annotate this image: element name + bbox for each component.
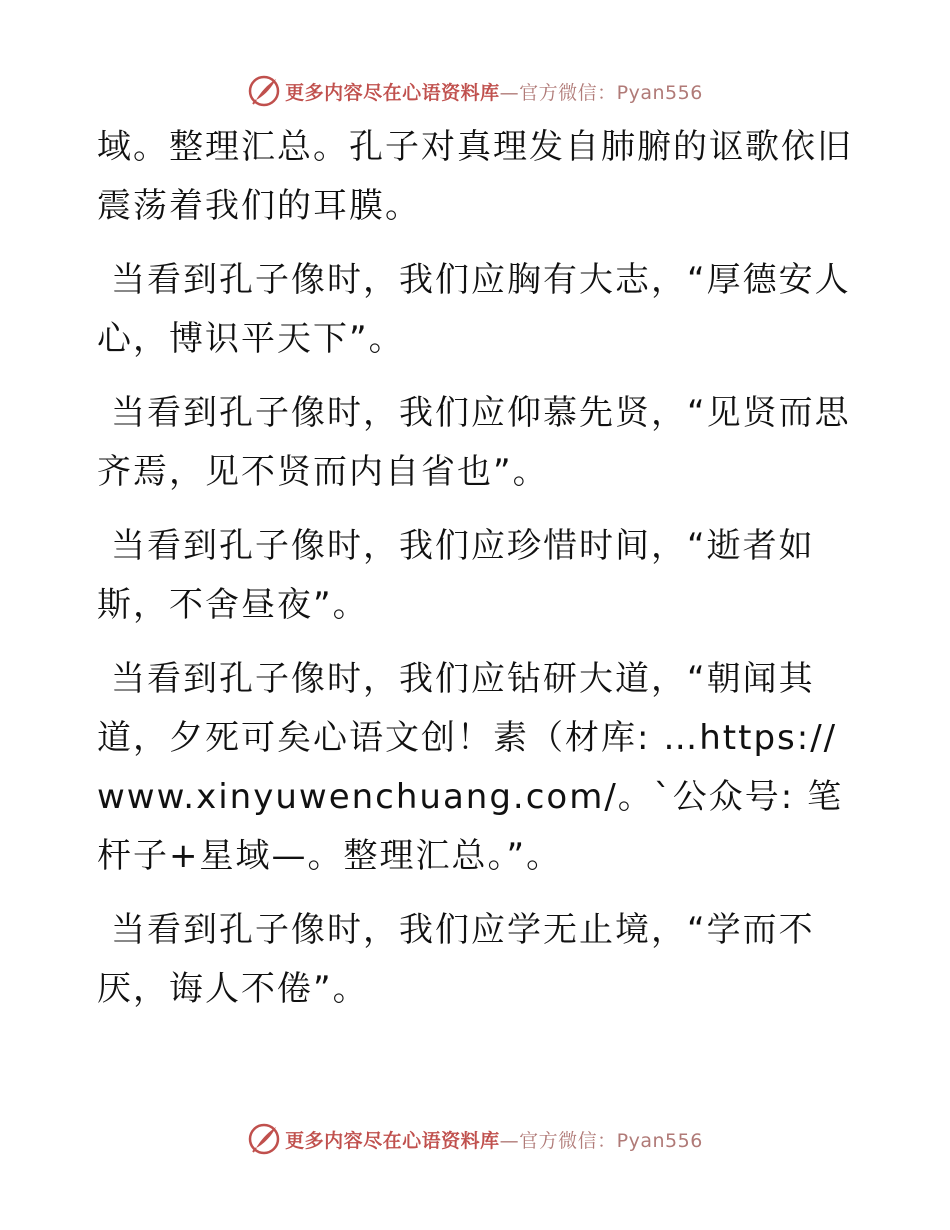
- banner-contact-text: —官方微信：Pyan556: [499, 1129, 703, 1152]
- paragraph: 当看到孔子像时，我们应胸有大志，“厚德安人心，博识平天下”。: [97, 260, 851, 359]
- quill-pen-logo-icon: [247, 1122, 281, 1156]
- banner-contact-text: —官方微信：Pyan556: [499, 81, 703, 104]
- footer-banner: [0, 1119, 950, 1159]
- article-body: [97, 118, 857, 1034]
- paragraph: 当看到孔子像时，我们应珍惜时间，“逝者如斯，不舍昼夜”。: [97, 526, 815, 625]
- banner-brand-text: 更多内容尽在心语资料库: [285, 1129, 500, 1152]
- header-banner: [0, 71, 950, 111]
- quill-pen-logo-icon: [247, 74, 281, 108]
- paragraph: 当看到孔子像时，我们应钻研大道，“朝闻其道，夕死可矣心语文创！素（材库: …https://www.xinyuwenchuang.com/。`公众号: 笔杆子+星域—。整理汇总。”。: [97, 659, 844, 876]
- paragraph: 当看到孔子像时，我们应仰慕先贤，“见贤而思齐焉，见不贤而内自省也”。: [97, 393, 851, 492]
- paragraph: 域。整理汇总。孔子对真理发自肺腑的讴歌依旧震荡着我们的耳膜。: [97, 127, 853, 226]
- paragraph: 当看到孔子像时，我们应学无止境，“学而不厌，诲人不倦”。: [97, 910, 815, 1009]
- banner-brand-text: 更多内容尽在心语资料库: [285, 81, 500, 104]
